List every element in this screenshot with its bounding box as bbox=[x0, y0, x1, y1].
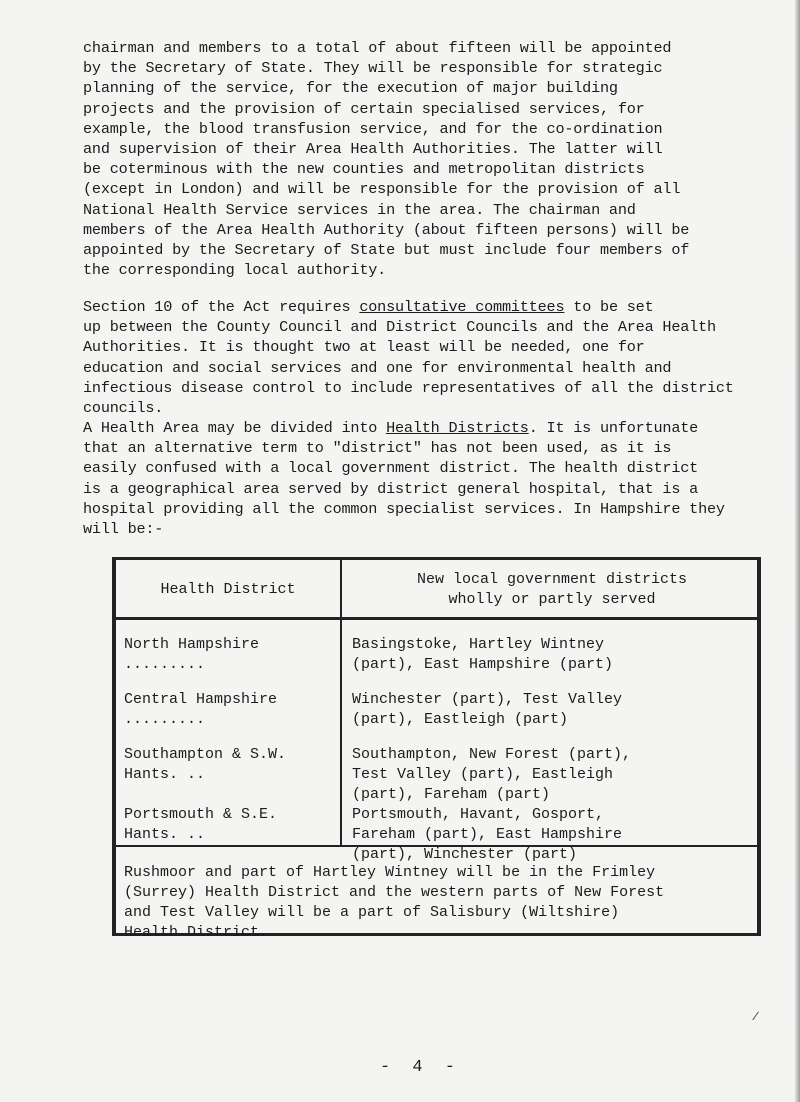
p2-text-before: Section 10 of the Act requires bbox=[83, 298, 360, 316]
table-row-district: Southampton & S.W. Hants. .. bbox=[124, 746, 287, 783]
table-row-district: North Hampshire ......... bbox=[124, 636, 260, 673]
paragraph-health-districts bbox=[83, 418, 783, 539]
pencil-tick-mark bbox=[744, 1006, 759, 1021]
table-row-served: Winchester (part), Test Valley (part), Eastleigh (part) bbox=[352, 691, 623, 728]
header-divider bbox=[116, 617, 757, 620]
p3-underlined-term: Health Districts bbox=[386, 419, 529, 437]
table-footnote: Rushmoor and part of Hartley Wintney will be in the Frimley (Surrey) Health District and the western parts of New Forest and Test Valley will be a part of Salisbury (Wiltshire) Health District. bbox=[124, 864, 665, 941]
page-edge-shadow bbox=[794, 0, 800, 1102]
health-districts-table bbox=[112, 557, 761, 941]
table-row-served: Southampton, New Forest (part), Test Valley (part), Eastleigh (part), Fareham (part) bbox=[352, 746, 632, 803]
header-local-districts: New local government districts wholly or partly served bbox=[416, 571, 688, 608]
table-row-district: Central Hampshire ......... bbox=[124, 691, 278, 728]
paragraph-consultative-committees bbox=[83, 297, 783, 418]
page-number: - 4 - bbox=[380, 1058, 462, 1077]
paragraph-authorities: chairman and members to a total of about fifteen will be appointed by the Secretary of State. They will be responsible for strategic planning of the service, for the execution of major building projects and the provision of certain specialised services, for example, the blood transfusion service, and for the co-ordination and supervision of their Area Health Authorities. The latter will be coterminous with the new counties and metropolitan districts (except in London) and will be responsible for the provision of all National Health Service services in the area. The chairman and members of the Area Health Authority (about fifteen persons) will be appointed by the Secretary of State but must include four members of the corresponding local authority. bbox=[83, 39, 690, 280]
table-row-served: Basingstoke, Hartley Wintney (part), East Hampshire (part) bbox=[352, 636, 614, 673]
p2-text-after: to be set up between the County Council and District Councils and the Area Health Authorities. It is thought two at least will be needed, one for education and social services and one for environmental health and infectious disease control to include representatives of all the district councils. bbox=[83, 298, 734, 418]
header-health-district: Health District bbox=[160, 581, 296, 598]
table-row-served: Portsmouth, Havant, Gosport, Fareham (part), East Hampshire (part), Winchester (part) bbox=[352, 806, 623, 863]
p3-text-before: A Health Area may be divided into bbox=[83, 419, 387, 437]
p2-underlined-term: consultative committees bbox=[359, 298, 565, 316]
table-row-district: Portsmouth & S.E. Hants. .. bbox=[124, 806, 278, 843]
p3-text-after: . It is unfortunate that an alternative term to "district" has not been used, as it is easily confused with a local government district. The health district is a geographical area served by district general hospital, that is a hospital providing all the common specialist services. In Hampshire they will be:- bbox=[83, 419, 725, 539]
